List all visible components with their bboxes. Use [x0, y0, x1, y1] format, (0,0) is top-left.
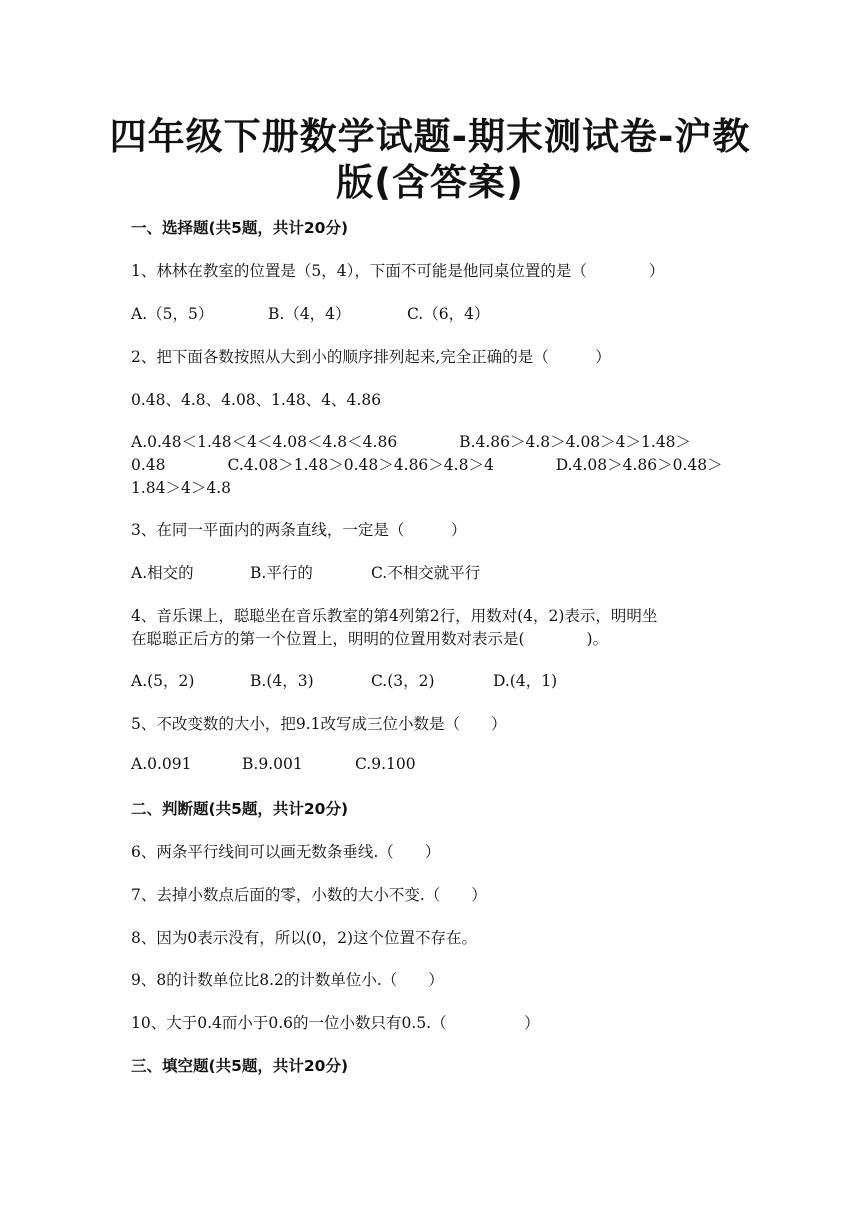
- question-8: 8、因为0表示没有，所以(0，2)这个位置不存在。: [131, 929, 478, 947]
- section-heading-choice: 一、选择题(共5题，共计20分): [131, 219, 349, 237]
- section-heading-judge: 二、判断题(共5题，共计20分): [131, 800, 349, 818]
- question-5-option-a: A.0.091: [131, 755, 192, 773]
- question-1-option-c: C.（6，4）: [407, 305, 490, 323]
- question-4-option-d: D.(4，1): [493, 672, 558, 690]
- question-4-option-c: C.(3，2): [371, 672, 435, 690]
- question-1-option-b: B.（4，4）: [268, 305, 351, 323]
- question-4-option-b: B.(4，3): [250, 672, 314, 690]
- question-4-stem-line2: 在聪聪正后方的第一个位置上，明明的位置用数对表示是( )。: [131, 630, 609, 648]
- question-2-numbers: 0.48、4.8、4.08、1.48、4、4.86: [131, 391, 382, 409]
- page-title-line1: 四年级下册数学试题-期末测试卷-沪教: [109, 115, 751, 158]
- question-4-option-a: A.(5，2): [131, 672, 195, 690]
- section-heading-fill: 三、填空题(共5题，共计20分): [131, 1057, 349, 1075]
- question-2-options-line2: 0.48 C.4.08＞1.48＞0.48＞4.86＞4.8＞4 D.4.08＞4.86＞0.48＞: [131, 456, 723, 474]
- question-3-stem: 3、在同一平面内的两条直线，一定是（ ）: [131, 521, 467, 539]
- question-5-option-b: B.9.001: [242, 755, 303, 773]
- question-5-stem: 5、不改变数的大小，把9.1改写成三位小数是（ ）: [131, 715, 507, 733]
- question-7: 7、去掉小数点后面的零，小数的大小不变.（ ）: [131, 886, 487, 904]
- question-9: 9、8的计数单位比8.2的计数单位小.（ ）: [131, 971, 444, 989]
- question-3-option-b: B.平行的: [250, 564, 313, 582]
- question-2-stem: 2、把下面各数按照从大到小的顺序排列起来,完全正确的是（ ）: [131, 348, 611, 366]
- question-6: 6、两条平行线间可以画无数条垂线.（ ）: [131, 843, 441, 861]
- question-4-stem-line1: 4、音乐课上，聪聪坐在音乐教室的第4列第2行，用数对(4，2)表示，明明坐: [131, 607, 658, 625]
- question-3-option-a: A.相交的: [131, 564, 194, 582]
- question-2-options-line1: A.0.48＜1.48＜4＜4.08＜4.8＜4.86 B.4.86＞4.8＞4.08＞4＞1.48＞: [131, 433, 692, 451]
- page-title-line2: 版(含答案): [336, 161, 524, 204]
- question-3-option-c: C.不相交就平行: [371, 564, 481, 582]
- question-2-options-line3: 1.84＞4＞4.8: [131, 479, 232, 497]
- question-5-option-c: C.9.100: [355, 755, 416, 773]
- question-1-option-a: A.（5，5）: [131, 305, 214, 323]
- question-1-stem: 1、林林在教室的位置是（5，4），下面不可能是他同桌位置的是（ ）: [131, 262, 665, 280]
- question-10: 10、大于0.4而小于0.6的一位小数只有0.5.（ ）: [131, 1014, 540, 1032]
